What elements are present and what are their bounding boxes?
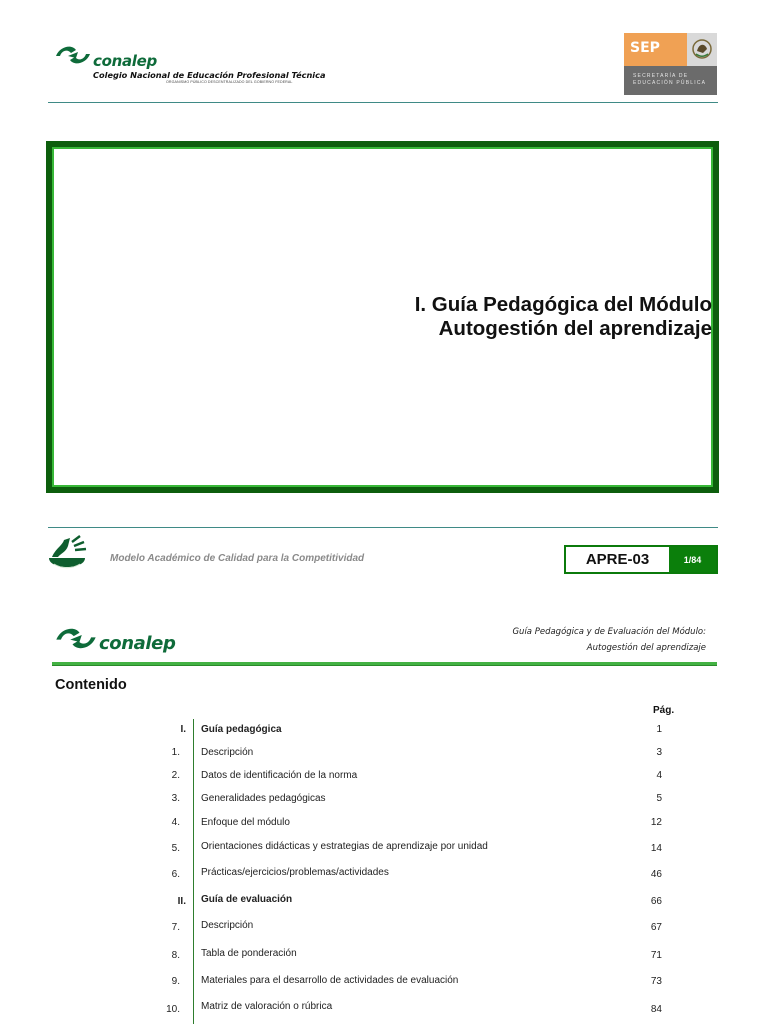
toc-item-number: I. [180, 724, 186, 735]
toc-title: Contenido [55, 677, 127, 693]
page2-header-divider [52, 662, 717, 666]
brand-name: conalep [99, 633, 176, 654]
toc-item-number: 6. [171, 869, 180, 880]
toc-item-page: 46 [650, 869, 662, 880]
guide-title: Guía Pedagógica y de Evaluación del Módulo: [512, 627, 706, 637]
toc-item-number: 7. [171, 922, 180, 933]
document-code-box [564, 545, 718, 574]
sep-label: SEP [630, 40, 660, 56]
mexico-seal-icon [687, 33, 717, 66]
toc-item-page: 14 [650, 843, 662, 854]
toc-item-page: 73 [650, 976, 662, 987]
toc-item-label: Orientaciones didácticas y estrategias de aprendizaje por unidad [201, 841, 488, 852]
toc-item-label: Guía pedagógica [201, 724, 282, 735]
toc-item-page: 71 [650, 950, 662, 961]
cover-title-line2: Autogestión del aprendizaje [438, 317, 712, 340]
module-name: Autogestión del aprendizaje [586, 643, 706, 653]
toc-item-label: Descripción [201, 920, 254, 931]
toc-item-page: 67 [650, 922, 662, 933]
toc-item-label: Generalidades pedagógicas [201, 793, 326, 804]
toc-item[interactable] [0, 747, 768, 761]
toc-page-header: Pág. [653, 705, 675, 716]
toc-item[interactable] [0, 793, 768, 807]
modelo-academico-logo-icon [46, 530, 88, 576]
toc-item-page: 12 [650, 817, 662, 828]
toc-item-page: 1 [656, 724, 662, 735]
header-divider [48, 102, 718, 103]
toc-item-number: 9. [171, 976, 180, 987]
toc-item-label: Datos de identificación de la norma [201, 770, 358, 781]
sep-sub-line2: EDUCACIÓN PÚBLICA [633, 80, 707, 86]
cover-title-line1: I. Guía Pedagógica del Módulo [414, 293, 712, 316]
toc-section[interactable] [0, 894, 768, 908]
toc-item-page: 4 [656, 770, 662, 781]
document-code: APRE-03 [585, 551, 650, 568]
page-indicator: 1/84 [669, 547, 716, 572]
conalep-logo-icon [54, 625, 98, 652]
toc-item-page: 66 [650, 896, 662, 907]
sep-logo [624, 33, 717, 95]
toc-item-label: Materiales para el desarrollo de actividades de evaluación [201, 975, 459, 986]
toc-item-number: 8. [171, 950, 180, 961]
toc-item[interactable] [0, 867, 768, 881]
toc-item-page: 3 [656, 747, 662, 758]
toc-item-label: Descripción [201, 747, 254, 758]
conalep-logo-icon [54, 44, 92, 66]
institution-name: Colegio Nacional de Educación Profesional Técnica [93, 70, 326, 80]
toc-item-page: 5 [656, 793, 662, 804]
toc-item-number: II. [177, 896, 186, 907]
toc-item-label: Prácticas/ejercicios/problemas/actividades [201, 867, 389, 878]
toc-item[interactable] [0, 920, 768, 934]
toc-item-number: 5. [171, 843, 180, 854]
institution-subtitle: ORGANISMO PÚBLICO DESCENTRALIZADO DEL GOBIERNO FEDERAL [166, 80, 293, 84]
toc-item-number: 2. [171, 770, 180, 781]
toc-item-number: 3. [171, 793, 180, 804]
sep-sub-line1: SECRETARÍA DE [633, 73, 689, 79]
toc-item-label: Guía de evaluación [201, 894, 293, 905]
toc-item[interactable] [0, 841, 768, 855]
toc-item[interactable] [0, 1001, 768, 1015]
toc-item-page: 84 [650, 1004, 662, 1015]
toc-item[interactable] [0, 817, 768, 831]
footer-divider [48, 527, 718, 528]
toc-item[interactable] [0, 975, 768, 989]
toc-section[interactable] [0, 724, 768, 738]
toc-item-number: 10. [166, 1004, 180, 1015]
toc-item-number: 1. [171, 747, 180, 758]
model-tagline: Modelo Académico de Calidad para la Competitividad [110, 553, 365, 564]
cover-title [415, 293, 712, 341]
toc-item-label: Tabla de ponderación [201, 948, 297, 959]
toc-item-number: 4. [171, 817, 180, 828]
toc-item-label: Matriz de valoración o rúbrica [201, 1001, 333, 1012]
toc-item-label: Enfoque del módulo [201, 817, 290, 828]
brand-name: conalep [93, 52, 157, 70]
toc-item[interactable] [0, 770, 768, 784]
toc-item[interactable] [0, 948, 768, 962]
